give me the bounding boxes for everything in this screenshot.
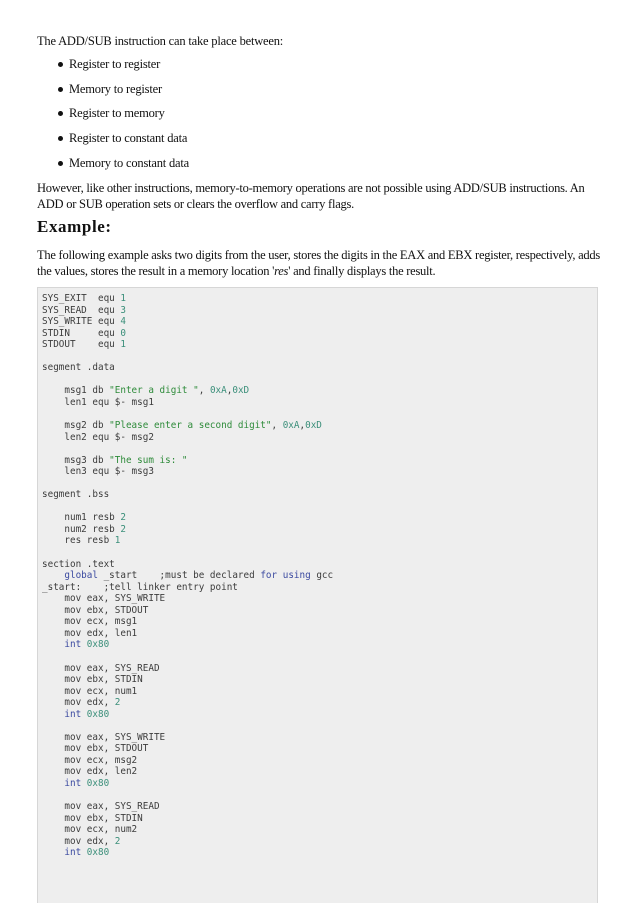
code-token: , xyxy=(226,385,233,397)
code-line xyxy=(42,328,126,339)
code-token: num2 resb xyxy=(42,523,121,535)
code-number: 2 xyxy=(120,523,126,535)
code-keyword: global xyxy=(64,570,98,582)
code-line xyxy=(42,512,126,523)
code-string: "The sum is: " xyxy=(109,454,188,466)
code-line xyxy=(42,570,333,581)
code-token xyxy=(42,709,64,720)
code-line xyxy=(42,778,109,789)
desc-emphasis-res: res xyxy=(274,263,289,278)
code-line xyxy=(42,593,165,604)
code-number: 0xD xyxy=(232,385,250,397)
code-line xyxy=(42,743,148,754)
code-line xyxy=(42,397,154,408)
code-line xyxy=(42,455,188,466)
code-line xyxy=(42,466,154,477)
list-item: Register to register xyxy=(37,52,189,77)
code-token: , xyxy=(198,385,210,397)
code-token: len1 equ $- msg1 xyxy=(42,396,154,408)
code-token: mov ebx, STDOUT xyxy=(42,743,149,755)
code-line xyxy=(42,339,126,350)
code-number: 1 xyxy=(114,535,121,547)
code-token: STDOUT equ xyxy=(42,339,121,351)
code-keyword: int xyxy=(64,639,82,651)
code-token: len2 equ $- msg2 xyxy=(42,431,154,443)
code-token: msg1 db xyxy=(42,385,110,397)
code-line xyxy=(42,432,154,443)
code-line xyxy=(42,582,238,593)
code-line xyxy=(42,766,137,777)
code-line xyxy=(42,697,120,708)
code-line xyxy=(42,663,160,674)
code-token: mov ecx, num1 xyxy=(42,685,138,697)
code-number: 0xA xyxy=(282,420,300,432)
code-string: "Please enter a second digit" xyxy=(109,420,272,432)
code-line xyxy=(42,559,115,570)
code-number: 1 xyxy=(120,339,126,351)
code-line xyxy=(42,489,109,500)
code-token: mov ebx, STDIN xyxy=(42,674,143,686)
paragraph-example-description xyxy=(37,248,607,279)
code-token: mov eax, SYS_WRITE xyxy=(42,731,166,743)
code-token: , xyxy=(271,420,283,432)
code-token: mov eax, SYS_READ xyxy=(42,801,160,813)
code-line xyxy=(42,824,137,835)
code-token: segment .data xyxy=(42,362,115,374)
code-line xyxy=(42,836,120,847)
code-number: 1 xyxy=(120,293,126,304)
code-token: STDIN equ xyxy=(42,327,121,339)
code-line xyxy=(42,674,143,685)
code-token xyxy=(42,639,64,650)
code-token: mov edx, len1 xyxy=(42,627,138,639)
code-token: _start ;must be declared xyxy=(97,570,261,582)
code-token: mov ebx, STDIN xyxy=(42,812,143,824)
code-keyword: int xyxy=(64,777,82,789)
code-line xyxy=(42,535,120,546)
code-keyword: using xyxy=(282,570,311,582)
code-line xyxy=(42,847,109,858)
list-item: Memory to constant data xyxy=(37,151,189,176)
code-line xyxy=(42,813,143,824)
list-item: Memory to register xyxy=(37,77,189,102)
code-number: 4 xyxy=(120,316,126,328)
code-keyword: for xyxy=(260,570,278,582)
list-item: Register to constant data xyxy=(37,126,189,151)
code-line xyxy=(42,420,322,431)
code-token: section .text xyxy=(42,558,115,570)
desc-before: The following example asks two digits from the user, stores the digits in the EAX and EBX register, respectively, adds the values, stores the result in a memory location ' xyxy=(37,248,601,278)
code-line xyxy=(42,605,148,616)
code-number: 0xA xyxy=(209,385,227,397)
code-number: 0x80 xyxy=(86,847,110,859)
code-line xyxy=(42,616,137,627)
code-token: msg2 db xyxy=(42,420,110,432)
code-block xyxy=(37,287,598,903)
code-line xyxy=(42,801,160,812)
code-token: mov edx, len2 xyxy=(42,766,138,778)
code-token: , xyxy=(299,420,306,432)
code-line xyxy=(42,639,109,650)
code-token xyxy=(42,570,64,581)
code-line xyxy=(42,732,165,743)
code-line xyxy=(42,709,109,720)
code-line xyxy=(42,755,137,766)
code-line xyxy=(42,524,126,535)
code-number: 0x80 xyxy=(86,708,110,720)
code-token: mov ecx, msg1 xyxy=(42,616,138,628)
code-token: res resb xyxy=(42,535,115,547)
code-keyword: int xyxy=(64,708,82,720)
code-number: 2 xyxy=(120,512,126,524)
code-line xyxy=(42,385,249,396)
code-token: mov eax, SYS_WRITE xyxy=(42,593,166,605)
code-token xyxy=(42,847,64,858)
code-token: segment .bss xyxy=(42,489,110,501)
example-heading: Example: xyxy=(37,217,112,236)
code-token: msg3 db xyxy=(42,454,110,466)
code-token: len3 equ $- msg3 xyxy=(42,466,154,478)
code-line xyxy=(42,316,126,327)
code-keyword: int xyxy=(64,847,82,859)
code-token: SYS_WRITE equ xyxy=(42,316,121,328)
code-number: 0 xyxy=(120,327,126,339)
code-token: mov ecx, num2 xyxy=(42,824,138,836)
code-line xyxy=(42,362,115,373)
list-item: Register to memory xyxy=(37,101,189,126)
code-line xyxy=(42,293,126,304)
code-token: SYS_READ equ xyxy=(42,304,121,316)
code-token xyxy=(42,778,64,789)
code-string: "Enter a digit " xyxy=(109,385,199,397)
code-number: 0x80 xyxy=(86,777,110,789)
code-number: 2 xyxy=(114,697,121,709)
code-token: mov edx, xyxy=(42,697,115,709)
code-line xyxy=(42,305,126,316)
code-token: mov edx, xyxy=(42,835,115,847)
code-number: 2 xyxy=(114,835,121,847)
code-token: num1 resb xyxy=(42,512,121,524)
paragraph-memory-to-memory: However, like other instructions, memory-to-memory operations are not possible using ADD/SUB instructions. An ADD or SUB operation sets or clears the overflow and carry flags. xyxy=(37,181,585,211)
code-line xyxy=(42,686,137,697)
intro-text: The ADD/SUB instruction can take place between: xyxy=(37,34,284,48)
code-token: mov ebx, STDOUT xyxy=(42,604,149,616)
code-token: gcc xyxy=(310,570,334,582)
code-number: 3 xyxy=(120,304,126,316)
code-listing xyxy=(38,288,597,859)
code-line xyxy=(42,628,137,639)
code-token: mov ecx, msg2 xyxy=(42,754,138,766)
code-number: 0xD xyxy=(305,420,322,432)
code-number: 0x80 xyxy=(86,639,110,651)
desc-after: ' and finally displays the result. xyxy=(288,263,436,278)
code-token: SYS_EXIT equ xyxy=(42,293,121,304)
code-token: mov eax, SYS_READ xyxy=(42,662,160,674)
operand-list xyxy=(37,52,189,175)
code-token: _start: ;tell linker entry point xyxy=(42,581,238,593)
